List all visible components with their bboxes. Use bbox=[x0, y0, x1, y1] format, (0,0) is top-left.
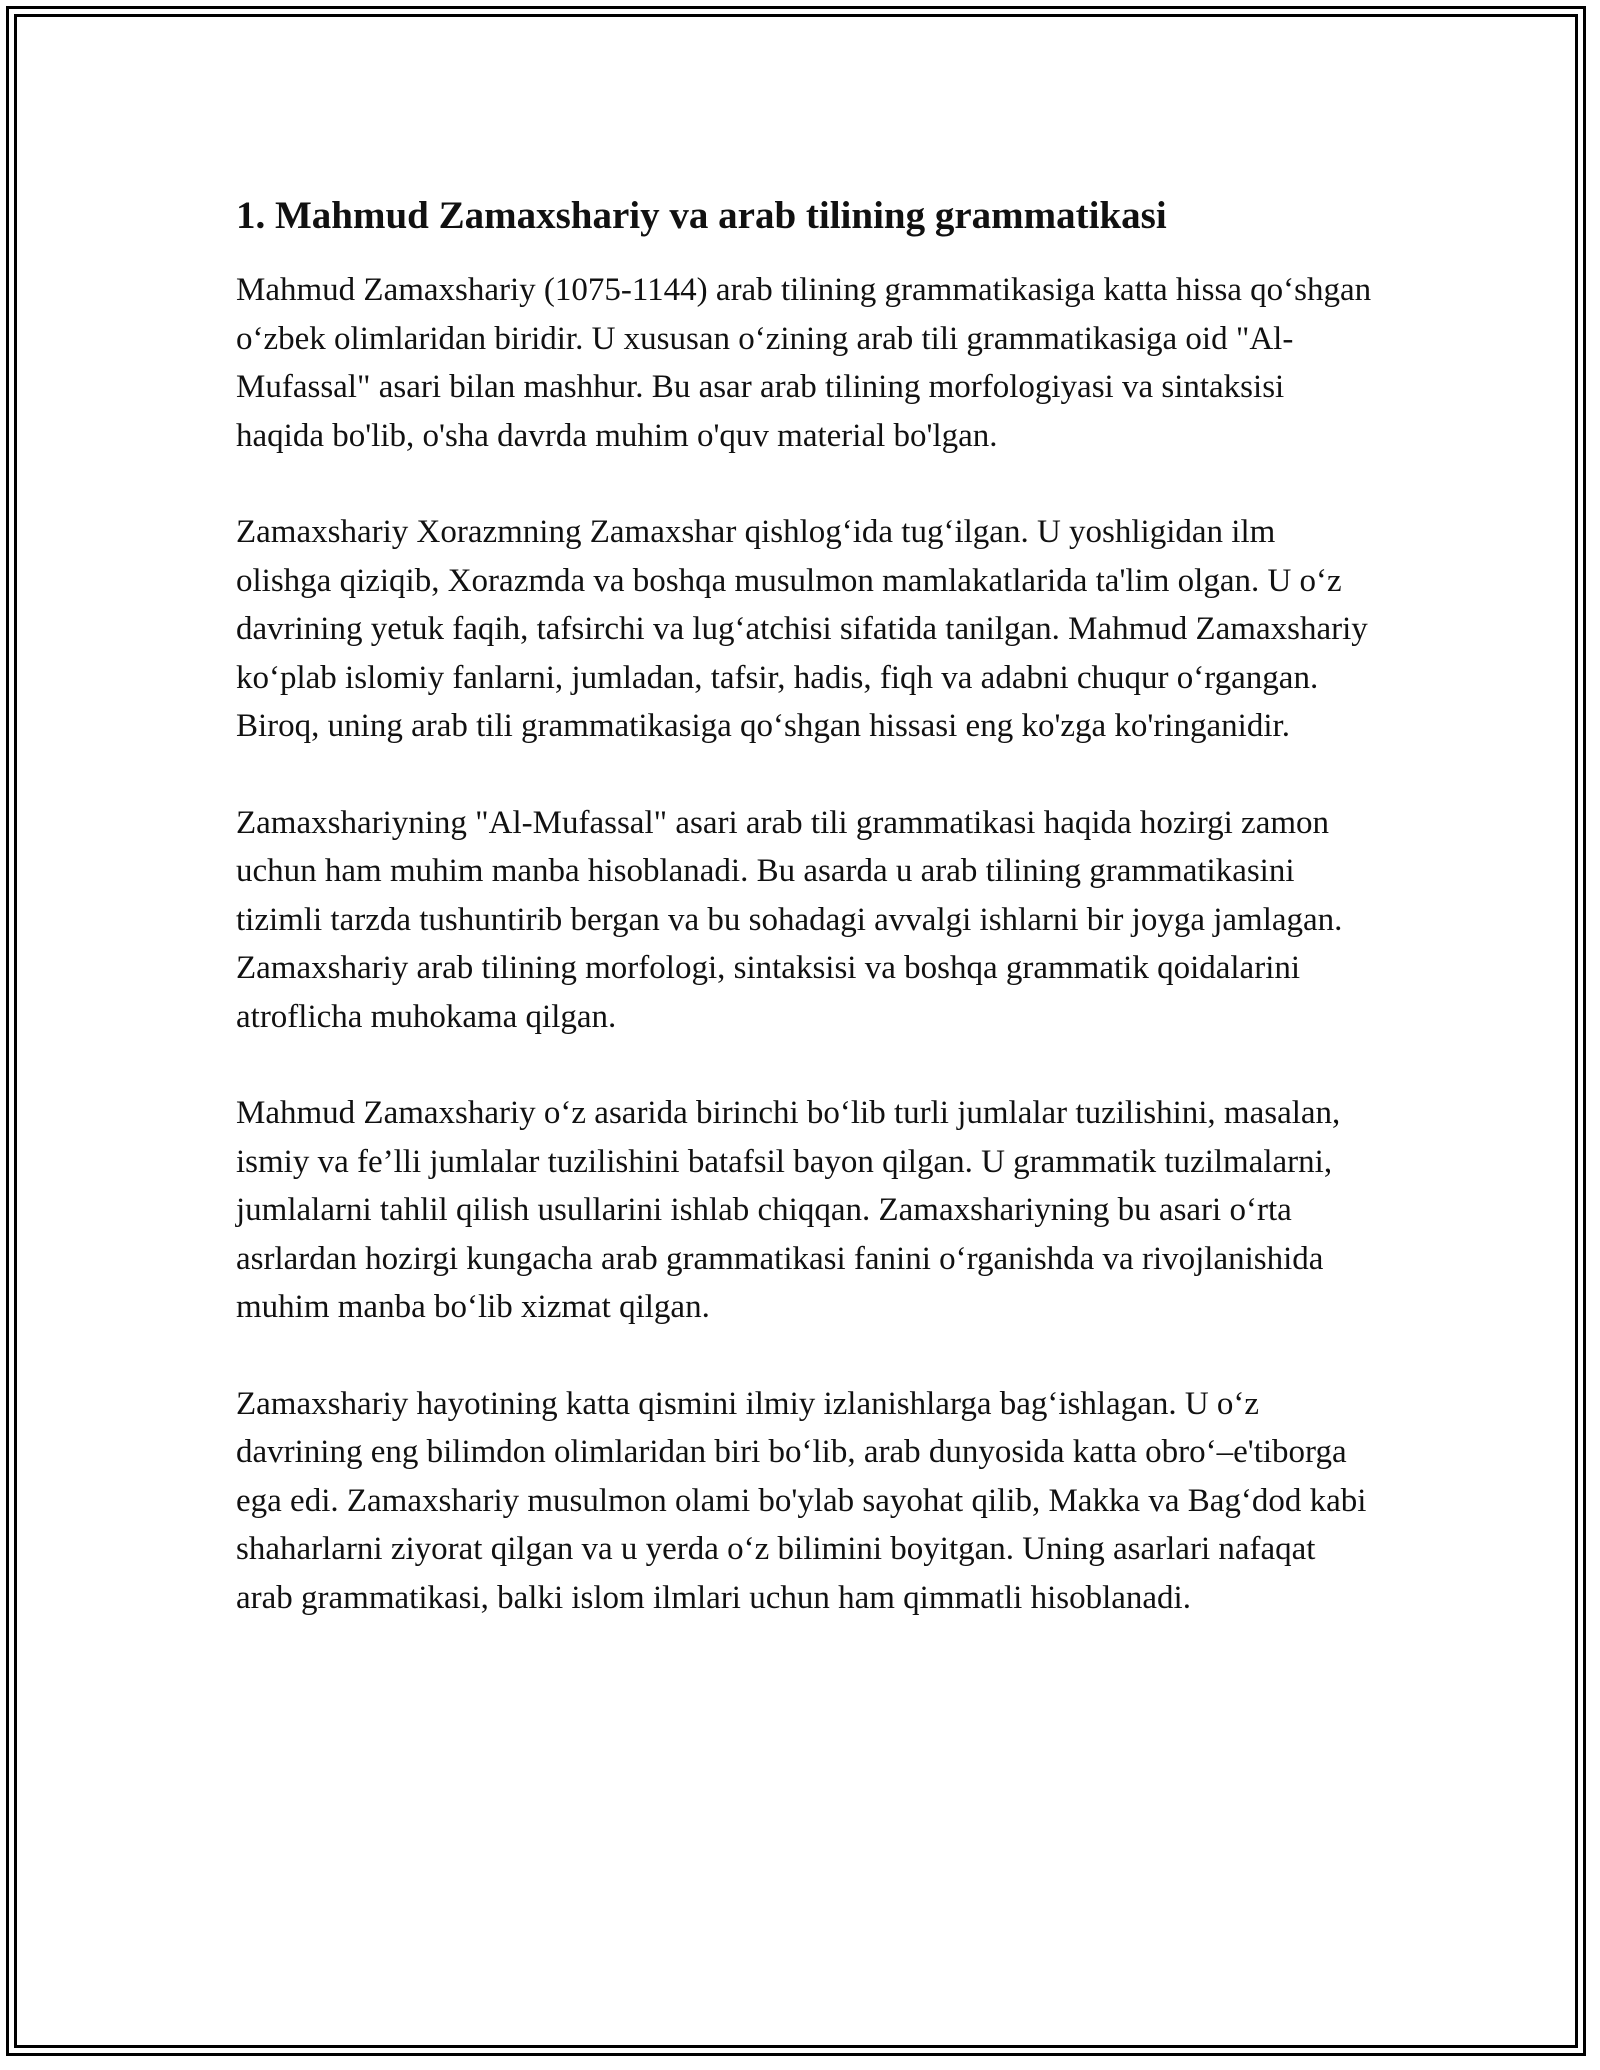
paragraph-1: Mahmud Zamaxshariy (1075-1144) arab tilining grammatikasiga katta hissa qo‘shgan o‘zbek olimlaridan biridir. U xususan o‘zining arab tili grammatikasiga oid "Al-Mufassal" asari bilan mashhur. Bu asar arab tilining morfologiyasi va sintaksisi haqida bo'lib, o'sha davrda muhim o'quv material bo'lgan. bbox=[236, 272, 1372, 454]
paragraph-3: Zamaxshariyning "Al-Mufassal" asari arab tili grammatikasi haqida hozirgi zamon uchun ham muhim manba hisoblanadi. Bu asarda u arab tilining grammatikasini tizimli tarzda tushuntirib bergan va bu sohadagi avvalgi ishlarni bir joyga jamlagan. Zamaxshariy arab tilining morfologi, sintaksisi va boshqa grammatik qoidalarini atroflicha muhokama qilgan. bbox=[236, 804, 1343, 1035]
paragraph-2: Zamaxshariy Xorazmning Zamaxshar qishlog‘ida tug‘ilgan. U yoshligidan ilm olishga qiziqib, Xorazmda va boshqa musulmon mamlakatlarida ta'lim olgan. U o‘z davrining yetuk faqih, tafsirchi va lug‘atchisi sifatida tanilgan. Mahmud Zamaxshariy ko‘plab islomiy fanlarni, jumladan, tafsir, hadis, fiqh va adabni chuqur o‘rgangan. Biroq, uning arab tili grammatikasiga qo‘shgan hissasi eng ko'zga ko'ringanidir. bbox=[236, 514, 1368, 744]
paragraph-4: Mahmud Zamaxshariy o‘z asarida birinchi bo‘lib turli jumlalar tuzilishini, masalan, ismiy va fe’lli jumlalar tuzilishini batafsil bayon qilgan. U grammatik tuzilmalarni, jumlalarni tahlil qilish usullarini ishlab chiqqan. Zamaxshariyning bu asari o‘rta asrlardan hozirgi kungacha arab grammatikasi fanini o‘rganishda va rivojlanishida muhim manba bo‘lib xizmat qilgan. bbox=[236, 1095, 1341, 1325]
document-body bbox=[236, 188, 1376, 1622]
document-title: 1. Mahmud Zamaxshariy va arab tilining grammatikasi bbox=[236, 194, 1167, 237]
paragraph-5: Zamaxshariy hayotining katta qismini ilmiy izlanishlarga bag‘ishlagan. U o‘z davrining eng bilimdon olimlaridan biri bo‘lib, arab dunyosida katta obro‘–e'tiborga ega edi. Zamaxshariy musulmon olami bo'ylab sayohat qilib, Makka va Bag‘dod kabi shaharlarni ziyorat qilgan va u yerda o‘z bilimini boyitgan. Uning asarlari nafaqat arab grammatikasi, balki islom ilmlari uchun ham qimmatli hisoblanadi. bbox=[236, 1385, 1367, 1616]
